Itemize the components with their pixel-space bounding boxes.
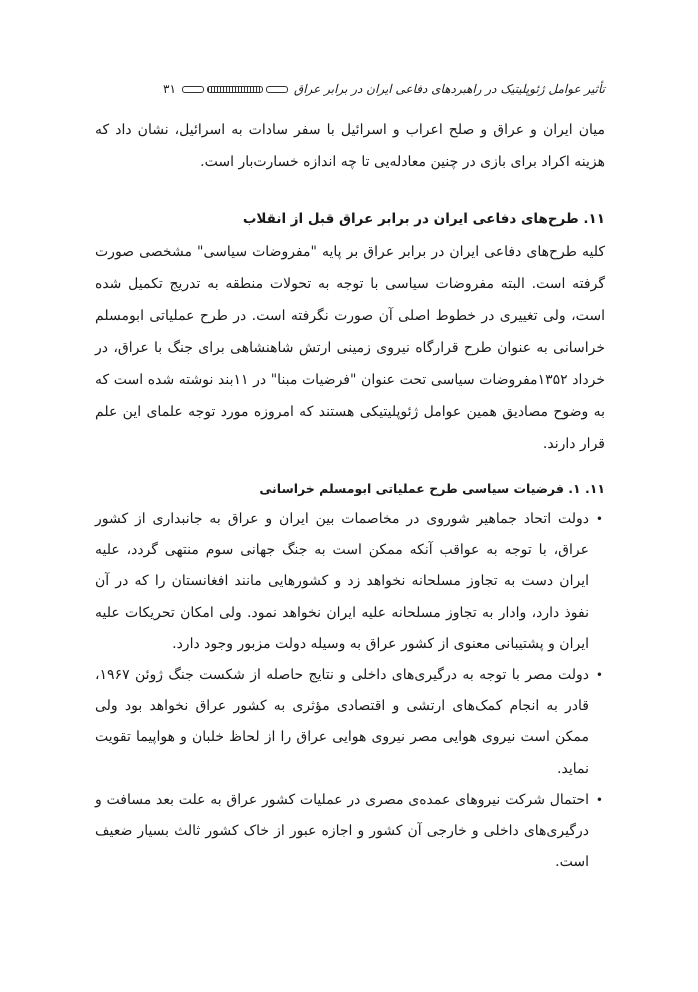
page-number: ۳۱ — [163, 82, 176, 96]
list-item — [95, 660, 605, 785]
intro-paragraph: میان ایران و عراق و صلح اعراب و اسرائیل با سفر سادات به اسرائیل، نشان داد که هزینه اکراد برای بازی در چنین معادله‌یی تا چه اندازه خسارت‌بار است. — [95, 122, 605, 170]
list-item — [95, 785, 605, 879]
running-header — [95, 78, 605, 100]
ornament-dots — [207, 86, 263, 93]
subsection-heading: ۱۱. ۱. فرضیات سیاسی طرح عملیاتی ابومسلم خراسانی — [259, 481, 605, 496]
bullet-icon: • — [595, 792, 603, 807]
bullet-icon: • — [595, 668, 603, 683]
section-paragraph: کلیه طرح‌های دفاعی ایران در برابر عراق بر پایه "مفروضات سیاسی" مشخصی صورت گرفته است. البته مفروضات سیاسی با توجه به تحولات منطقه به تدریج تکمیل شده است، ولی تغییری در خطوط اصلی آن صورت نگرفته است. در طرح عملیاتی ابومسلم خراسانی به عنوان طرح قرارگاه نیروی زمینی ارتش شاهنشاهی برای جنگ با عراق، در خرداد ۱۳۵۲مفروضات سیاسی تحت عنوان "فرضیات مبنا" در ۱۱بند نوشته شده است که به وضوح مصادیق همین عوامل ژئوپلیتیکی هستند که امروزه مورد توجه علمای این علم قرار دارند. — [95, 244, 605, 452]
ornament-bar — [182, 86, 204, 93]
list-item — [95, 504, 605, 660]
header-ornament — [182, 86, 288, 93]
assumptions-list — [95, 504, 605, 878]
list-item-text: دولت اتحاد جماهیر شوروی در مخاصمات بین ایران و عراق به جانبداری از کشور عراق، با توجه به عواقب آنکه ممکن است به جنگ جهانی سوم منتهی گردد، علیه ایران دست به تجاوز مسلحانه نخواهد زد و کشورهایی مانند افغانستان را که در آن نفوذ دارد، وادار به تجاوز مسلحانه علیه ایران نخواهد نمود. ولی امکان تحریکات علیه ایران و پشتیبانی معنوی از کشور عراق به وسیله دولت مزبور وجود دارد. — [95, 511, 589, 652]
ornament-bar — [266, 86, 288, 93]
list-item-text: احتمال شرکت نیروهای عمده‌ی مصری در عملیات کشور عراق به علت بعد مسافت و درگیری‌های داخلی و خارجی آن کشور و اجازه عبور از خاک کشور ثالث بسیار ضعیف است. — [95, 791, 589, 871]
book-page — [95, 78, 605, 878]
running-header-title: تأثیر عوامل ژئوپلیتیک در راهبردهای دفاعی ایران در برابر عراق — [293, 82, 605, 96]
section-heading: ۱۱. طرح‌های دفاعی ایران در برابر عراق قبل از انقلاب — [242, 211, 605, 227]
bullet-icon: • — [595, 512, 603, 526]
list-item-text: دولت مصر با توجه به درگیری‌های داخلی و نتایج حاصله از شکست جنگ ژوئن ۱۹۶۷، قادر به انجام کمک‌های ارتشی و اقتصادی مؤثری به کشور عراق نخواهد بود ولی ممکن است نیروی هوایی مصر نیروی هوایی عراق را از لحاظ خلبان و هواپیما تقویت نماید. — [95, 667, 589, 777]
